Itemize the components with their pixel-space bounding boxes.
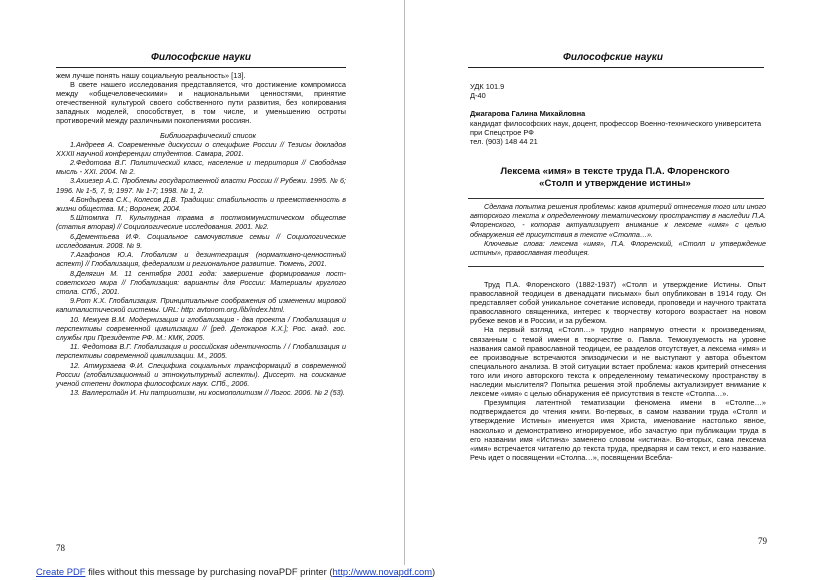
- right-paragraph: Труд П.А. Флоренского (1882-1937) «Столп и утверждение Истины. Опыт православной теодицеи в двенадцати письмах» был опубликован в 1914 году. Он представляет собой уникальное сочетание исповеди, проповеди и научного трактата православного священника, интерес к творчеству которого возрастает на новом рубеже веков и в России, и за рубежом.: [470, 280, 766, 326]
- abstract-bottom-rule: [468, 266, 764, 267]
- biblio-item: 5.Штомпка П. Культурная травма в посткоммунистическом обществе (статья вторая) // Социологические исследования. 2001. №2.: [56, 213, 346, 232]
- article-title: [470, 166, 760, 190]
- keywords: Ключевые слова: лексема «имя», П.А. Флоренский, «Столп и утверждение истины», православная теодицея.: [470, 238, 766, 258]
- right-body: [470, 280, 766, 462]
- author-phone: тел. (903) 148 44 21: [470, 137, 538, 147]
- biblio-item: 4.Бондырева С.К., Колесов Д.В. Традиции: стабильность и преемственность в жизни общества. М.; Воронеж, 2004.: [56, 194, 346, 214]
- biblio-item: 7.Агафонов Ю.А. Глобализм и дезинтеграция (нормативно-ценностный аспект) // Глобализация, федерализм и региональное развитие. Тюмень, 2001.: [56, 250, 346, 269]
- left-body: [56, 71, 346, 397]
- biblio-item: 6.Дементьева И.Ф. Социальное самочувствие семьи // Социологические исследования. 2008. № 9.: [56, 231, 346, 250]
- novapdf-footer: [36, 566, 435, 577]
- bibliography: [56, 140, 346, 398]
- left-header-rule: [56, 67, 346, 68]
- left-page: [0, 0, 405, 565]
- footer-text-end: ): [432, 566, 436, 577]
- footer-text: files without this message by purchasing novaPDF printer (: [85, 566, 333, 577]
- biblio-item: 13. Валлерстайн И. Ни патриотизм, ни космополитизм // Логос. 2006. № 2 (53).: [70, 388, 345, 398]
- create-pdf-link[interactable]: Create PDF: [36, 566, 86, 577]
- left-paragraph: жем лучше понять нашу социальную реальность» [13].: [56, 71, 246, 80]
- udk: УДК 101.9: [470, 82, 505, 91]
- abstract-text: Сделана попытка решения проблемы: каков критерий отнесения того или иного авторского текста к определенному тематическому пространству в наследии П.А. Флоренского, - которая актуализирует внимание к лексеме «имя» с целью обнаружения её присутствия в тексте «Столпа…».: [470, 202, 766, 239]
- biblio-item: 1.Андреев А. Современные дискуссии о специфике России // Тезисы докладов XXXII научной конференции студентов. Самара, 2001.: [56, 139, 346, 158]
- biblio-item: 3.Ахиезер А.С. Проблемы государственной власти России // Рубежи. 1995. № 6; 1996. № 1-5, 7, 9; 1997. № 1-7; 1998. № 1, 2.: [56, 176, 346, 195]
- right-paragraph: Презумпция латентной тематизации феномена имени в «Столпе…» подтверждается до чтения книги. Во-первых, в самом названии труда «Столп и утверждение Истины» именуется имя Христа, именование настолько явное, насколько и демонстративно игнорируемое, ибо зачастую при публикации труда в его названии имя «Истина» заменено словом «истина». Во-вторых, сама лексема «имя» встречается читателю до текста труда, предваряя и сам текст, и его название. Речь идет о посвящении «Столпа…», посвящении Всебла-: [470, 398, 766, 462]
- abstract: [470, 202, 766, 257]
- abstract-top-rule: [468, 198, 764, 199]
- author-name: Джагарова Галина Михайловна: [470, 109, 586, 119]
- left-running-header: Философские науки: [151, 52, 251, 63]
- biblio-item: 2.Федотова В.Г. Политический класс, население и территория // Свободная мысль - XXI. 2004. № 2.: [56, 158, 346, 177]
- right-page: [408, 0, 820, 565]
- right-running-header: Философские науки: [563, 52, 663, 63]
- biblio-item: 11. Федотова В.Г. Глобализация и российская идентичность / / Глобализация и перспективы современной цивилизации. М., 2005.: [56, 342, 346, 361]
- article-title-line: «Столп и утверждение истины»: [539, 178, 691, 189]
- novapdf-url-link[interactable]: http://www.novapdf.com: [332, 566, 433, 577]
- right-header-rule: [468, 67, 764, 68]
- left-paragraph: В свете нашего исследования представляется, что достижение компромисса между «общечеловеческими» и национальными ценностями, принятие отечественной культурой своего собственного пути развития, без копирования западных моделей, способствует, в том числе, и уменьшению остроты противоречий между различными поколениями россиян.: [56, 80, 346, 126]
- biblio-item: 9.Рот К.Х. Глобализация. Принципиальные соображения об изменении мировой капиталистической системы. URL: http: avtonom.org./lib/index.html.: [56, 296, 346, 315]
- right-page-number: 79: [758, 536, 767, 546]
- left-page-number: 78: [56, 543, 65, 553]
- biblio-item: 10. Межуев В.М. Модернизация и глобализация - два проекта / Глобализация и перспективы современной цивилизации // [ред. Делокаров К.Х.]; Рос. акад. гос. службы при Президенте РФ. М.: КМК, 2005.: [56, 314, 346, 342]
- biblio-item: 8.Делягин М. 11 сентября 2001 года: завершение формирования пост-советского мира // Глобализация: варианты для России: Материалы круглого стола. СПб., 2001.: [56, 268, 346, 296]
- article-meta: [470, 82, 766, 146]
- biblio-item: 12. Атмурзаева Ф.И. Специфика социальных трансформаций в современной России (глобализационный и этнокультурный аспекты). Диссерт. на соискание ученой степени доктора философских наук. СПб., 2006.: [56, 360, 346, 388]
- article-title-line: Лексема «имя» в тексте труда П.А. Флоренского: [500, 166, 730, 177]
- classification-code: Д-40: [470, 91, 486, 101]
- right-paragraph: На первый взгляд «Столп…» трудно напрямую отнести к произведениям, связанным с темой имени в творчестве о. Павла. Темокузуемость на уровне названия самой православной теодицеи, ее разделов отсутствует, а лексема «имя» и ее производные встречаются эпизодически и не выступают у автора объектом специального анализа. В этой ситуации встает проблема: каков критерий отнесения того или иного авторского текста к определенному тематическому пространству в наследии мыслителя? Попытка решения этой проблемы актуализирует внимание к лексеме «имя» с целью обнаружения её присутствия в тексте «Столпа…».: [470, 325, 766, 399]
- author-affiliation: кандидат философских наук, доцент, профессор Военно-технического университета при Спецстрое РФ: [470, 118, 762, 137]
- biblio-title: Библиографический список: [160, 130, 256, 140]
